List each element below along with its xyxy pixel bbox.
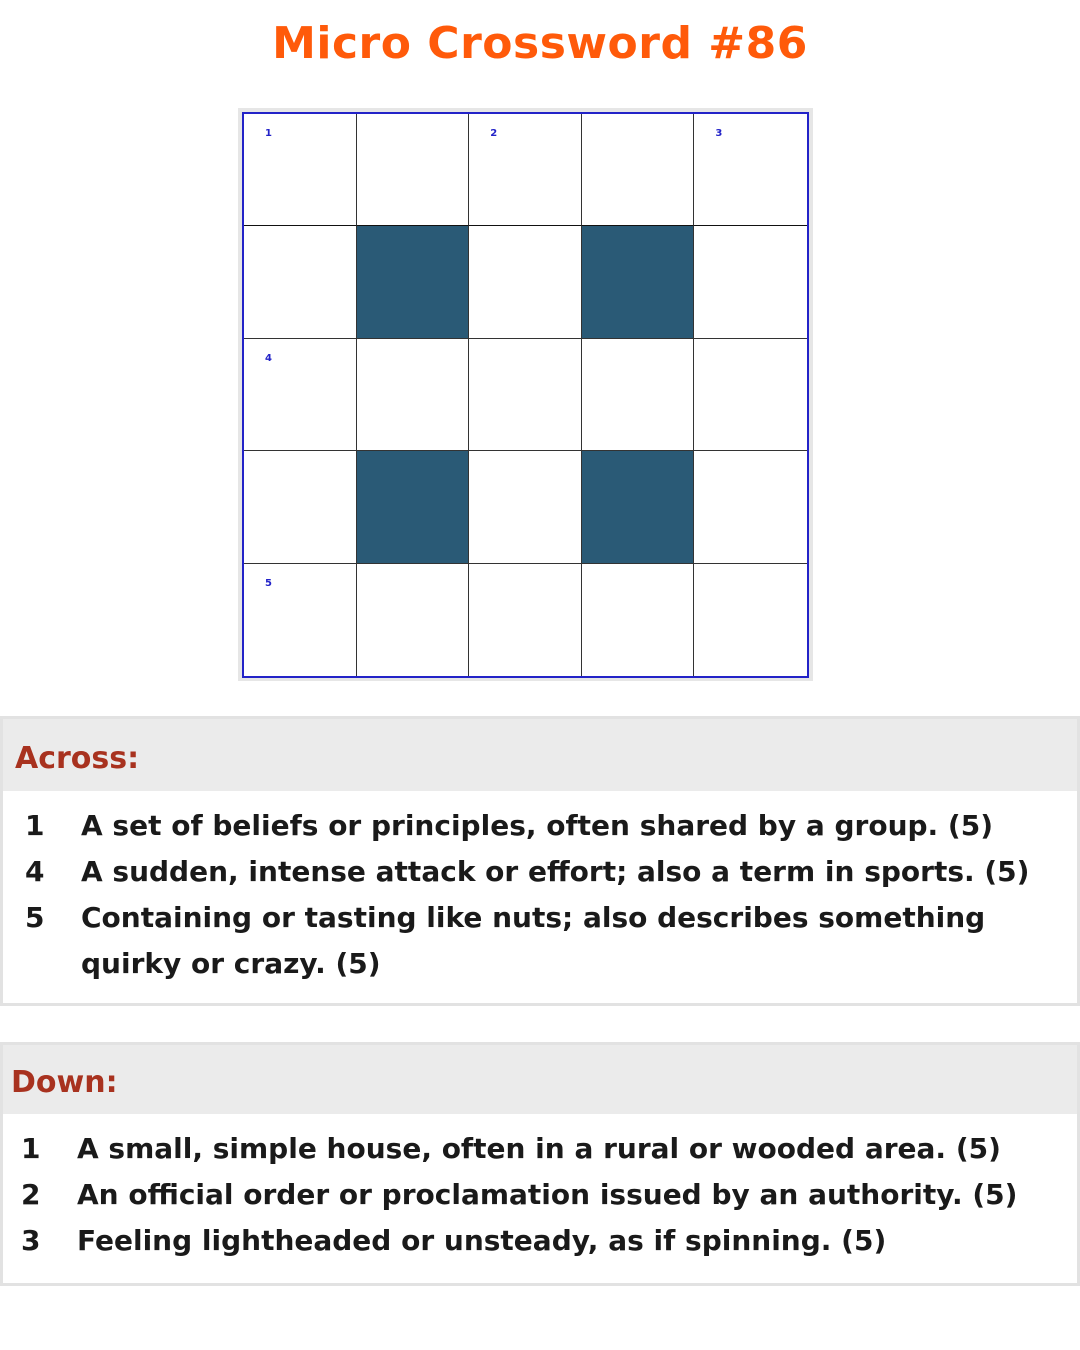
grid-cell[interactable] bbox=[469, 564, 582, 676]
clue-down-3[interactable] bbox=[3, 1218, 1077, 1264]
grid-cell[interactable] bbox=[694, 451, 807, 563]
clue-across-5[interactable] bbox=[3, 895, 1077, 987]
grid-cell[interactable] bbox=[694, 226, 807, 338]
across-clues-panel bbox=[0, 716, 1080, 1006]
clue-text: A small, simple house, often in a rural or wooded area. (5) bbox=[77, 1132, 1001, 1165]
cell-number: 4 bbox=[265, 352, 272, 364]
clue-across-4[interactable] bbox=[3, 849, 1077, 895]
grid-cell[interactable] bbox=[469, 451, 582, 563]
clue-across-1[interactable] bbox=[3, 803, 1077, 849]
across-header: Across: bbox=[3, 719, 1077, 791]
grid-cell[interactable] bbox=[694, 564, 807, 676]
grid-cell-block bbox=[357, 226, 470, 338]
grid-cell[interactable] bbox=[469, 114, 582, 226]
grid-cell[interactable] bbox=[357, 339, 470, 451]
grid-cell[interactable] bbox=[244, 451, 357, 563]
cell-number: 5 bbox=[265, 577, 272, 589]
grid-cell[interactable] bbox=[244, 564, 357, 676]
down-clues-panel bbox=[0, 1042, 1080, 1286]
clue-number: 3 bbox=[21, 1224, 41, 1257]
grid-cell[interactable] bbox=[694, 114, 807, 226]
grid-cell[interactable] bbox=[469, 226, 582, 338]
clue-text: A sudden, intense attack or effort; also a term in sports. (5) bbox=[81, 855, 1030, 888]
cell-number: 3 bbox=[715, 128, 723, 139]
clue-down-1[interactable] bbox=[3, 1126, 1077, 1172]
grid-cell[interactable] bbox=[582, 114, 695, 226]
grid-cell[interactable] bbox=[582, 564, 695, 676]
clue-number: 2 bbox=[21, 1178, 41, 1211]
cell-number: 1 bbox=[265, 128, 272, 139]
grid-cell[interactable] bbox=[694, 339, 807, 451]
cell-number: 2 bbox=[490, 128, 498, 139]
grid-cell-block bbox=[582, 451, 695, 563]
grid-cell[interactable] bbox=[357, 114, 470, 226]
grid-cell[interactable] bbox=[244, 226, 357, 338]
grid-cell-block bbox=[582, 226, 695, 338]
grid-cell[interactable] bbox=[357, 564, 470, 676]
grid-cell[interactable] bbox=[582, 339, 695, 451]
crossword-grid bbox=[242, 112, 809, 678]
grid-cell[interactable] bbox=[244, 114, 357, 226]
clue-text: Feeling lightheaded or unsteady, as if spinning. (5) bbox=[77, 1224, 887, 1257]
grid-cell[interactable] bbox=[244, 339, 357, 451]
page-title: Micro Crossword #86 bbox=[272, 18, 808, 69]
clue-number: 4 bbox=[25, 855, 45, 888]
clue-number: 1 bbox=[25, 809, 45, 842]
down-header: Down: bbox=[3, 1045, 1077, 1114]
clue-text: An official order or proclamation issued by an authority. (5) bbox=[77, 1178, 1018, 1211]
clue-number: 1 bbox=[21, 1132, 41, 1165]
grid-cell[interactable] bbox=[469, 339, 582, 451]
clue-text: A set of beliefs or principles, often shared by a group. (5) bbox=[81, 809, 994, 842]
clue-text: Containing or tasting like nuts; also describes something quirky or crazy. (5) bbox=[81, 901, 986, 980]
clue-number: 5 bbox=[25, 901, 45, 934]
clue-down-2[interactable] bbox=[3, 1172, 1077, 1218]
grid-cell-block bbox=[357, 451, 470, 563]
across-clue-list bbox=[3, 791, 1077, 987]
down-clue-list bbox=[3, 1114, 1077, 1264]
